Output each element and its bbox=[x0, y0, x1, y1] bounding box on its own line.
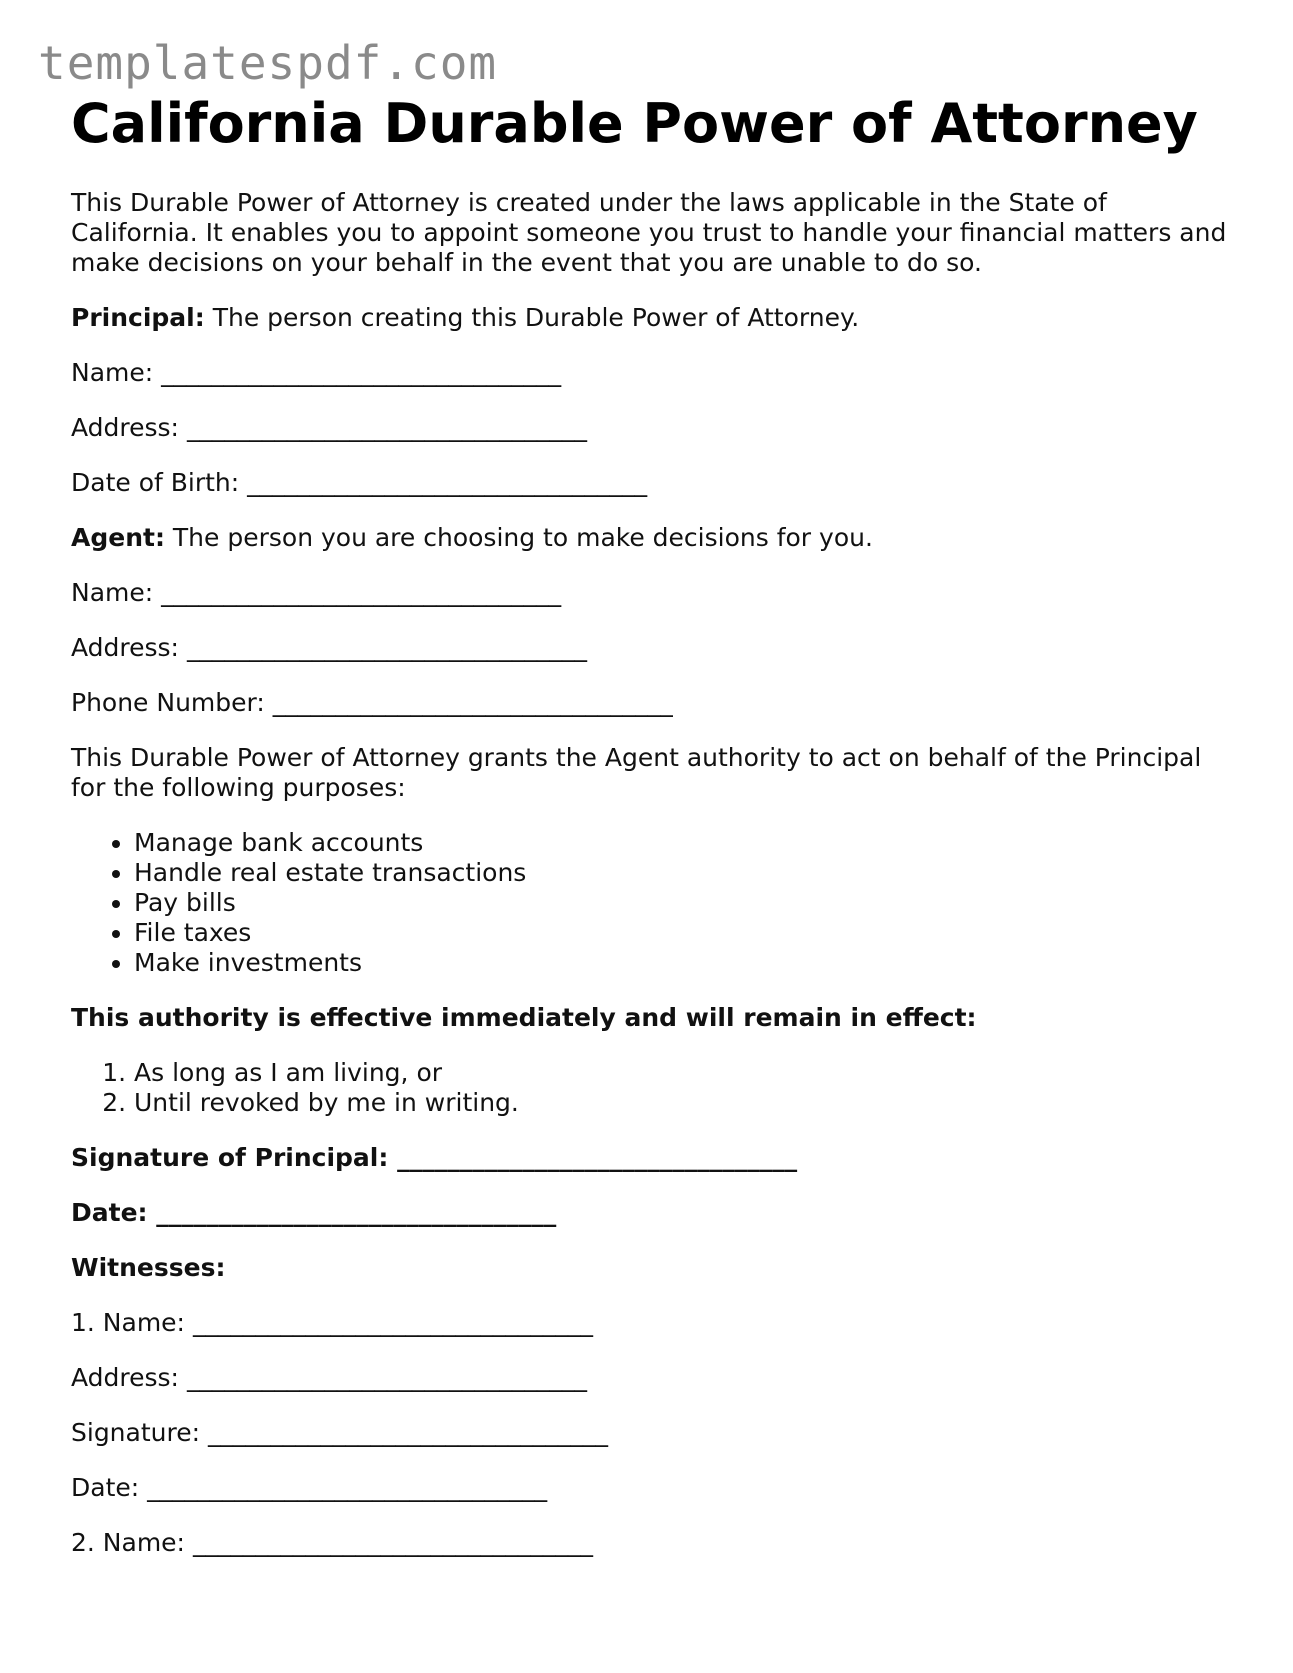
field-label: Phone Number: bbox=[71, 688, 265, 717]
principal-dob-field[interactable] bbox=[71, 468, 1231, 498]
grant-paragraph: This Durable Power of Attorney grants the Agent authority to act on behalf of the Principal for the following purposes: bbox=[71, 743, 1210, 802]
field-blank[interactable]: ________________________________ bbox=[192, 1528, 593, 1557]
effective-heading: This authority is effective immediately and will remain in effect: bbox=[71, 1003, 977, 1032]
field-blank[interactable]: ________________________________ bbox=[186, 1363, 587, 1392]
witness1-address-field[interactable] bbox=[71, 1363, 1231, 1393]
field-label: Date: bbox=[71, 1198, 148, 1227]
field-blank[interactable]: ________________________________ bbox=[147, 1473, 548, 1502]
document-title: California Durable Power of Attorney bbox=[71, 92, 1198, 155]
witness1-signature-field[interactable] bbox=[71, 1418, 1231, 1448]
agent-phone-field[interactable] bbox=[71, 688, 1231, 718]
field-blank[interactable]: ________________________________ bbox=[186, 413, 587, 442]
principal-signature-field[interactable] bbox=[71, 1143, 1231, 1173]
list-item: 1. As long as I am living, or bbox=[134, 1058, 1231, 1088]
field-blank[interactable]: ________________________________ bbox=[192, 1308, 593, 1337]
field-label: Signature: bbox=[71, 1418, 201, 1447]
list-item: • File taxes bbox=[134, 918, 1231, 948]
witness1-name-field[interactable] bbox=[71, 1308, 1231, 1338]
principal-label: Principal: bbox=[71, 303, 205, 332]
agent-label: Agent: bbox=[71, 523, 165, 552]
principal-name-field[interactable] bbox=[71, 358, 1231, 388]
list-item: • Make investments bbox=[134, 948, 1231, 978]
field-label: Address: bbox=[71, 1363, 179, 1392]
effective-conditions-list bbox=[71, 1058, 1231, 1118]
principal-date-field[interactable] bbox=[71, 1198, 1231, 1228]
field-label: 2. Name: bbox=[71, 1528, 185, 1557]
witness1-date-field[interactable] bbox=[71, 1473, 1231, 1503]
list-item: • Pay bills bbox=[134, 888, 1231, 918]
field-label: Address: bbox=[71, 413, 179, 442]
watermark: templatespdf.com bbox=[38, 36, 498, 90]
agent-heading bbox=[71, 523, 1231, 553]
field-blank[interactable]: ________________________________ bbox=[186, 633, 587, 662]
agent-name-field[interactable] bbox=[71, 578, 1231, 608]
intro-paragraph: This Durable Power of Attorney is created under the laws applicable in the State of California. It enables you to appoint someone you trust to handle your financial matters and make decisions on your behalf in the event that you are unable to do so. bbox=[71, 188, 1235, 277]
principal-address-field[interactable] bbox=[71, 413, 1231, 443]
field-label: Name: bbox=[71, 578, 154, 607]
field-blank[interactable]: ________________________________ bbox=[161, 358, 562, 387]
principal-heading bbox=[71, 303, 1231, 333]
purposes-list bbox=[71, 828, 1231, 978]
witness2-name-field[interactable] bbox=[71, 1528, 1231, 1558]
field-label: Address: bbox=[71, 633, 179, 662]
agent-address-field[interactable] bbox=[71, 633, 1231, 663]
list-item: • Handle real estate transactions bbox=[134, 858, 1231, 888]
field-blank[interactable]: ________________________________ bbox=[156, 1198, 557, 1227]
field-blank[interactable]: ________________________________ bbox=[161, 578, 562, 607]
document-body bbox=[71, 92, 1235, 1558]
field-label: Date: bbox=[71, 1473, 140, 1502]
list-item: • Manage bank accounts bbox=[134, 828, 1231, 858]
principal-description: The person creating this Durable Power of Attorney. bbox=[204, 303, 860, 332]
field-label: Date of Birth: bbox=[71, 468, 240, 497]
field-blank[interactable]: ________________________________ bbox=[207, 1418, 608, 1447]
field-blank[interactable]: ________________________________ bbox=[397, 1143, 798, 1172]
agent-description: The person you are choosing to make decisions for you. bbox=[164, 523, 873, 552]
field-blank[interactable]: ________________________________ bbox=[247, 468, 648, 497]
field-label: Name: bbox=[71, 358, 154, 387]
witnesses-heading: Witnesses: bbox=[71, 1253, 226, 1282]
list-item: 2. Until revoked by me in writing. bbox=[134, 1088, 1231, 1118]
field-label: Signature of Principal: bbox=[71, 1143, 389, 1172]
field-label: 1. Name: bbox=[71, 1308, 185, 1337]
field-blank[interactable]: ________________________________ bbox=[272, 688, 673, 717]
